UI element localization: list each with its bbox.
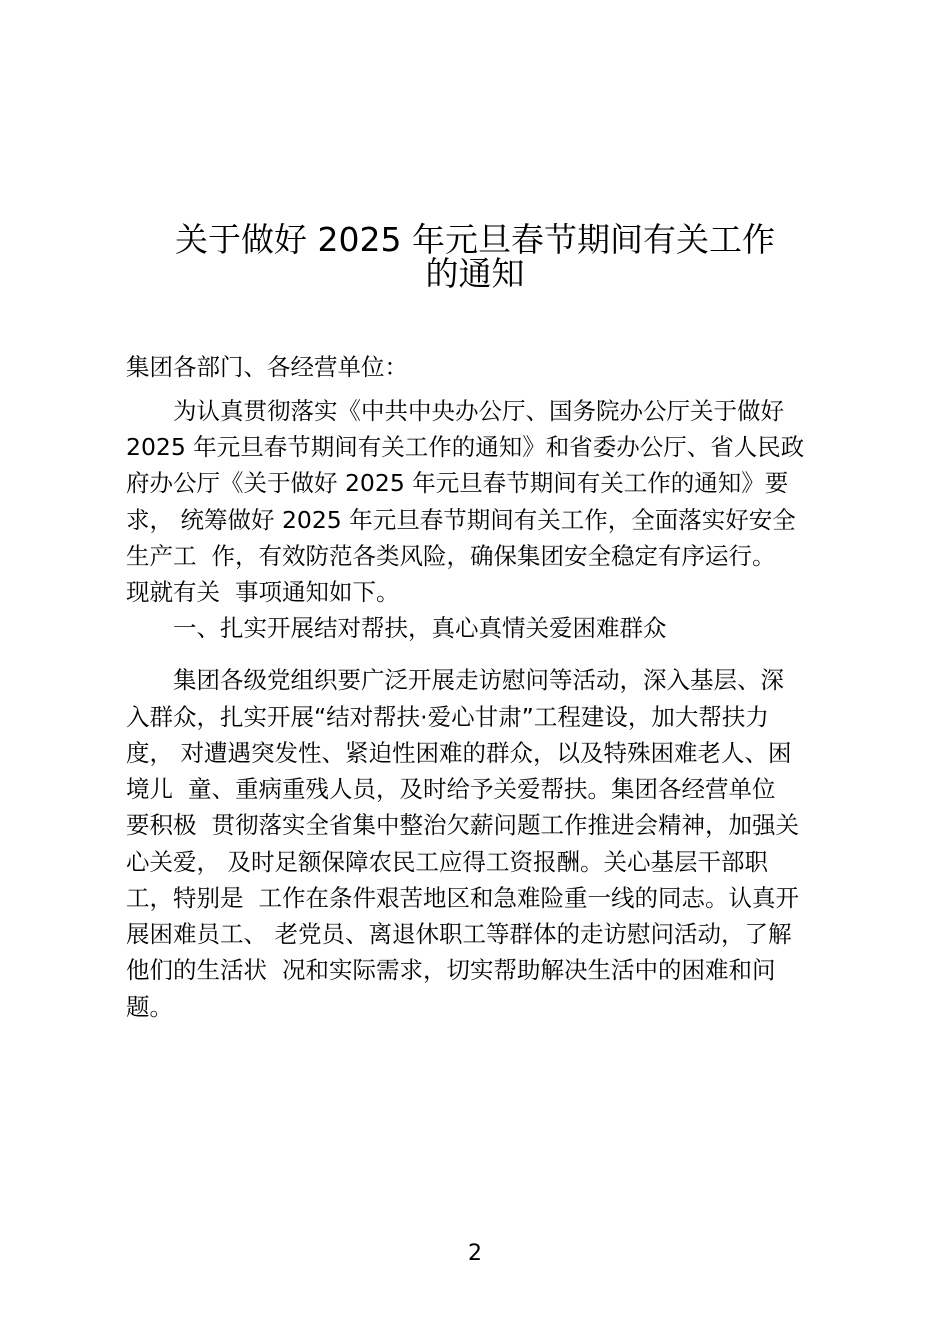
paragraph-2-line: 度， 对遭遇突发性、紧迫性困难的群众，以及特殊困难老人、困 (126, 739, 792, 767)
page-number: 2 (468, 1241, 482, 1266)
paragraph-1-line: 现就有关 事项通知如下。 (126, 578, 400, 606)
paragraph-1-line: 生产工 作，有效防范各类风险，确保集团安全稳定有序运行。 (126, 542, 776, 570)
paragraph-2-line: 要积极 贯彻落实全省集中整治欠薪问题工作推进会精神，加强关 (126, 811, 799, 839)
paragraph-1-line: 府办公厅《关于做好 2025 年元旦春节期间有关工作的通知》要 (126, 469, 789, 497)
paragraph-2-line: 入群众，扎实开展“结对帮扶·爱心甘肃”工程建设，加大帮扶力 (126, 703, 769, 731)
paragraph-2-line: 展困难员工、 老党员、离退休职工等群体的走访慰问活动，了解 (126, 920, 792, 948)
paragraph-1-line: 求， 统筹做好 2025 年元旦春节期间有关工作，全面落实好安全 (126, 506, 796, 534)
paragraph-2-line: 题。 (126, 993, 173, 1021)
paragraph-2-line: 境儿 童、重病重残人员，及时给予关爱帮扶。集团各经营单位 (126, 775, 776, 803)
paragraph-2-line: 心关爱， 及时足额保障农民工应得工资报酬。关心基层干部职 (126, 848, 768, 876)
document-title-line-2: 的通知 (425, 254, 525, 293)
section-heading-1: 一、扎实开展结对帮扶，真心真情关爱困难群众 (126, 614, 667, 642)
paragraph-2-line: 他们的生活状 况和实际需求，切实帮助解决生活中的困难和问 (126, 956, 776, 984)
paragraph-1-line: 2025 年元旦春节期间有关工作的通知》和省委办公厅、省人民政 (126, 433, 805, 461)
document-title-line-1: 关于做好 2025 年元旦春节期间有关工作 (175, 220, 775, 259)
salutation: 集团各部门、各经营单位： (126, 353, 408, 381)
paragraph-1-line: 为认真贯彻落实《中共中央办公厅、国务院办公厅关于做好 (126, 397, 784, 425)
paragraph-2-line: 集团各级党组织要广泛开展走访慰问等活动，深入基层、深 (126, 666, 784, 694)
paragraph-2-line: 工，特别是 工作在条件艰苦地区和急难险重一线的同志。认真开 (126, 884, 799, 912)
